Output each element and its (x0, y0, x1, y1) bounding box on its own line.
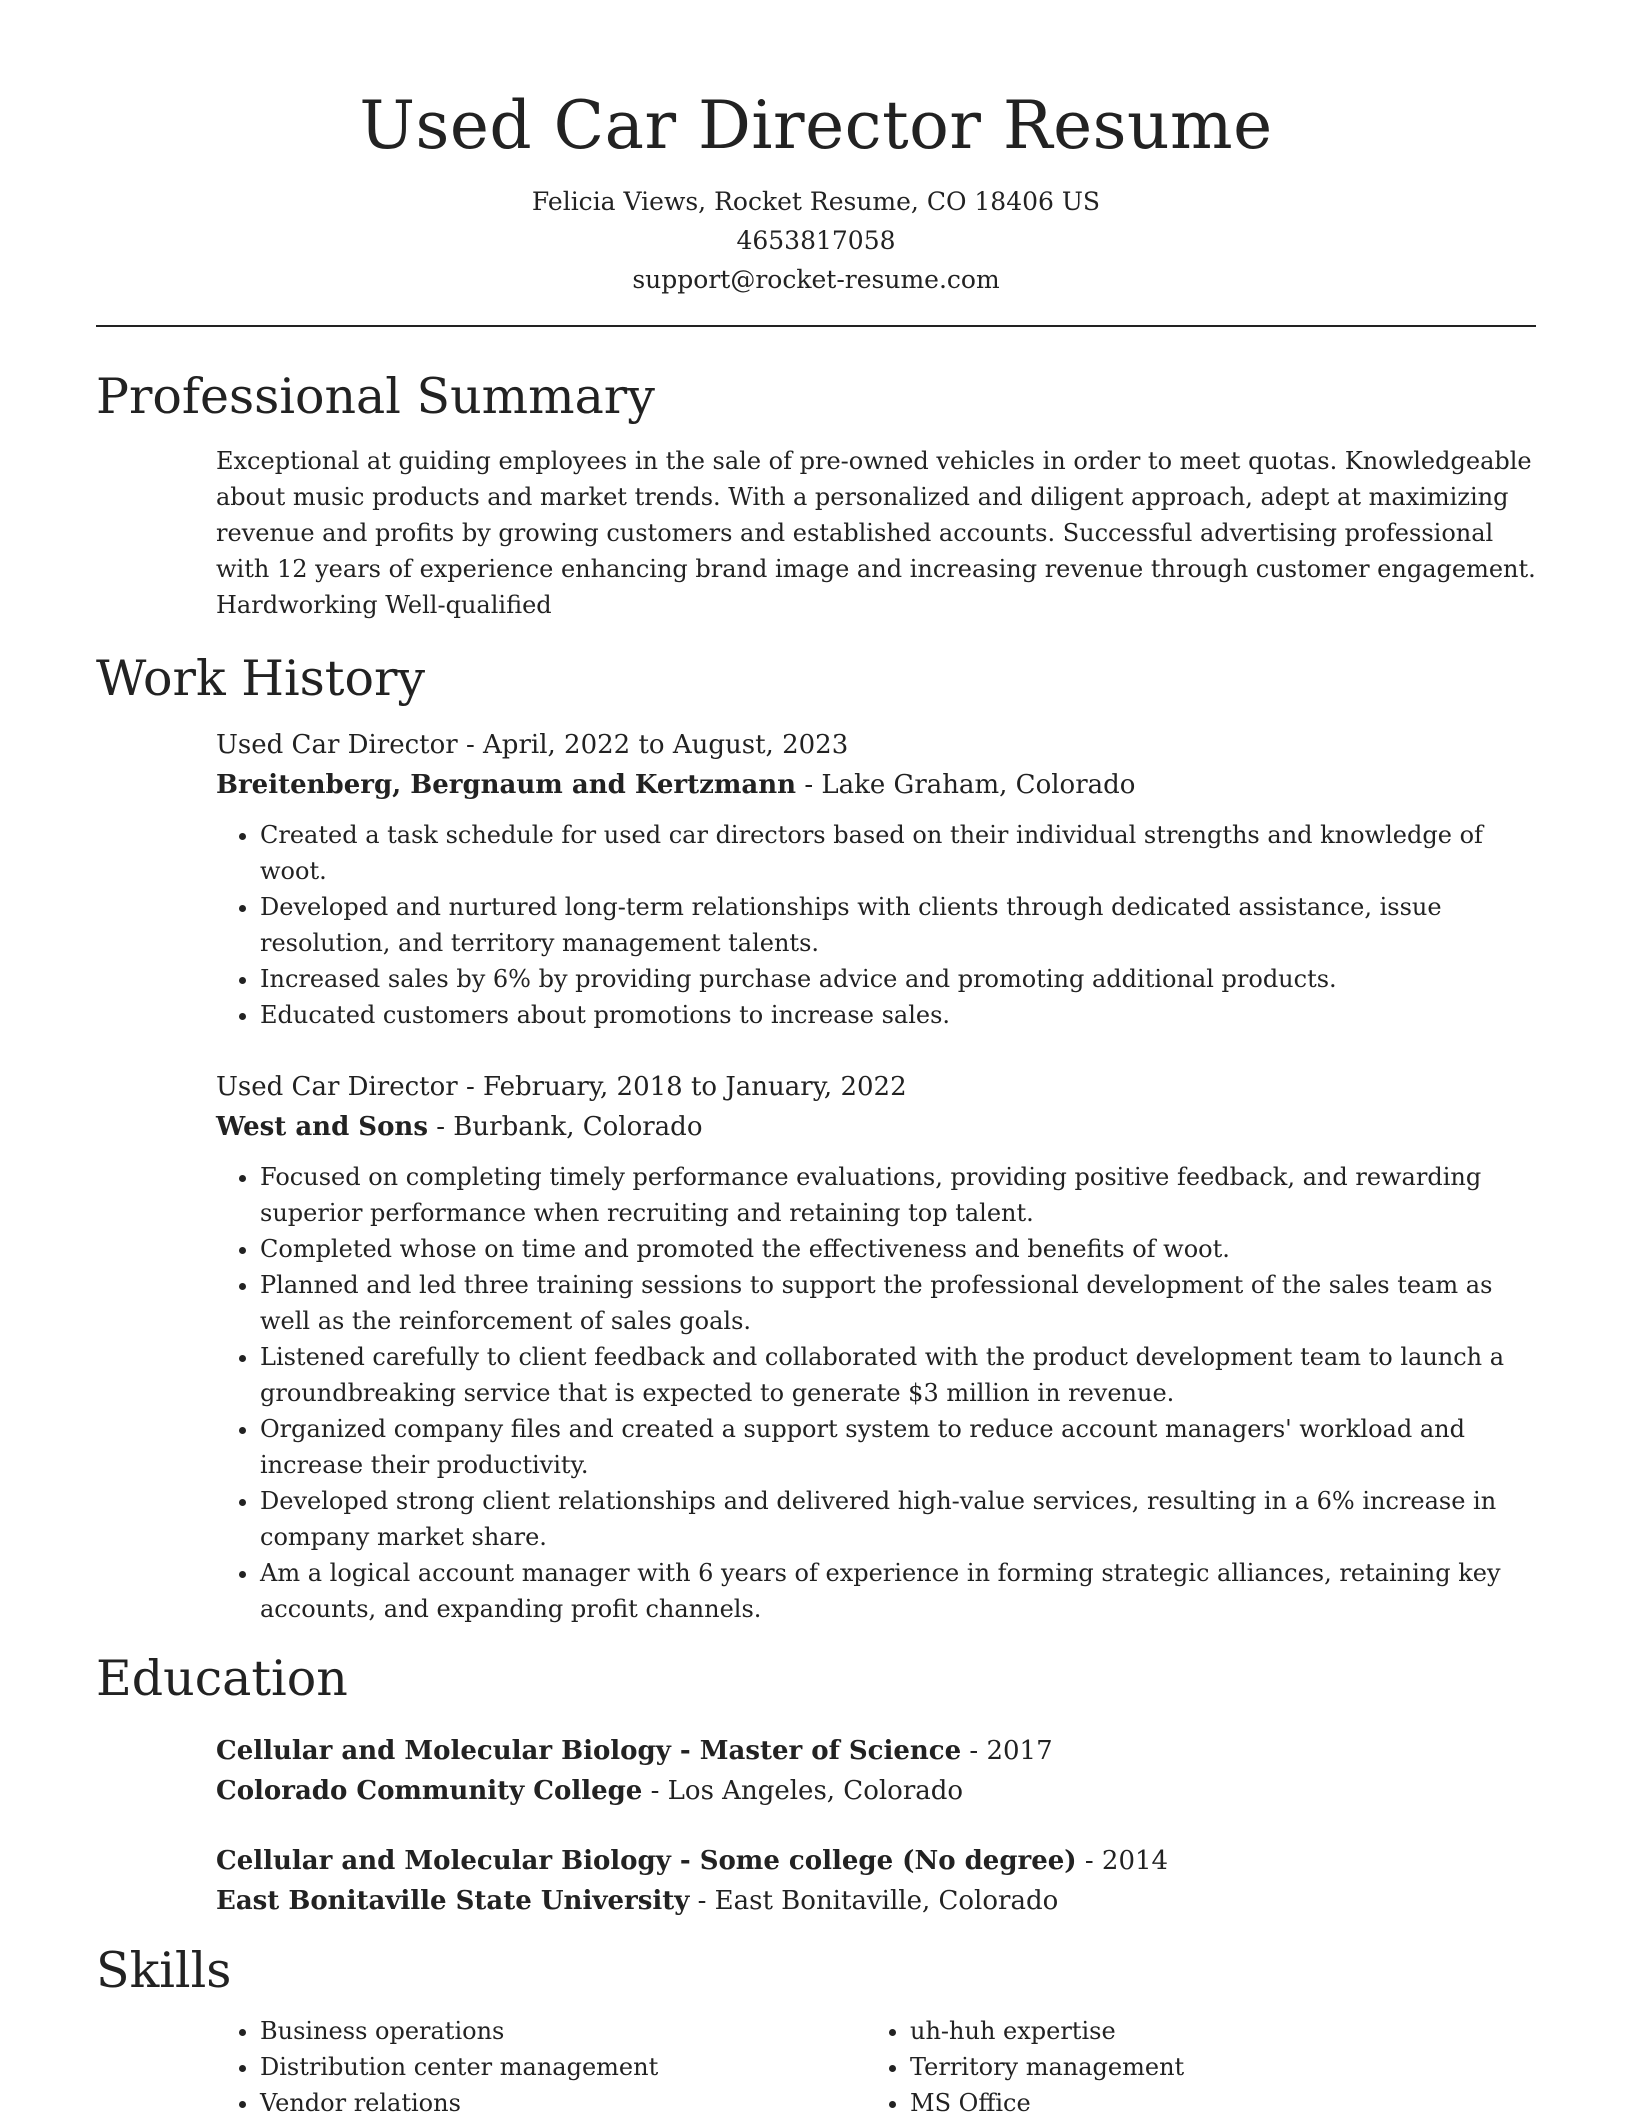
education-year: - 2014 (1076, 1846, 1169, 1876)
job-bullets (216, 1159, 1536, 1627)
resume-page (96, 0, 1536, 2121)
education-entry (216, 1841, 1536, 1921)
job-title: Used Car Director (216, 730, 458, 760)
contact-address: Felicia Views, Rocket Resume, CO 18406 US (531, 187, 1101, 216)
section-title-work-history: Work History (96, 650, 426, 707)
job-bullet: • Increased sales by 6% by providing purchase advice and promoting additional products. (260, 961, 1536, 997)
education-location: - East Bonitaville, Colorado (689, 1886, 1059, 1916)
education-degree: - Some college (No degree) (670, 1846, 1077, 1876)
education-field: Cellular and Molecular Biology (216, 1846, 671, 1876)
job-company: Breitenberg, Bergnaum and Kertzmann (216, 770, 797, 800)
section-title-summary: Professional Summary (96, 368, 655, 425)
job-entry (216, 1067, 1536, 1627)
job-dates: - April, 2022 to August, 2023 (457, 730, 849, 760)
education-school: East Bonitaville State University (216, 1886, 690, 1916)
education-school-line (216, 1771, 1536, 1811)
skill-item: • Distribution center management (260, 2049, 866, 2085)
education-degree-line (216, 1731, 1536, 1771)
job-bullet: • Am a logical account manager with 6 years of experience in forming strategic alliances, retaining key accounts, and expanding profit channels. (260, 1555, 1536, 1627)
skill-item: • uh-huh expertise (910, 2013, 1516, 2049)
job-bullet: • Listened carefully to client feedback and collaborated with the product development team to launch a groundbreaking service that is expected to generate $3 million in revenue. (260, 1339, 1536, 1411)
job-company-line (216, 765, 1536, 805)
job-title-line (216, 1067, 1536, 1107)
job-bullet: • Completed whose on time and promoted the effectiveness and benefits of woot. (260, 1231, 1536, 1267)
education-degree: - Master of Science (670, 1736, 962, 1766)
skills-column-right (866, 2013, 1516, 2121)
resume-header (96, 0, 1536, 299)
job-entry (216, 725, 1536, 1033)
job-location: - Burbank, Colorado (427, 1112, 703, 1142)
education-school-line (216, 1881, 1536, 1921)
job-location: - Lake Graham, Colorado (796, 770, 1136, 800)
summary-text: Exceptional at guiding employees in the sale of pre-owned vehicles in order to meet quotas. Knowledgeable about music products and market trends. With a personalized and diligent approach, adept at maximizing revenue and profits by growing customers and established accounts. Successful advertising professional with 12 years of experience enhancing brand image and increasing revenue through customer engagement. Hardworking Well-qualified (216, 447, 1536, 619)
job-bullet: • Developed strong client relationships and delivered high-value services, resulting in a 6% increase in company market share. (260, 1483, 1536, 1555)
job-bullet: • Created a task schedule for used car directors based on their individual strengths and knowledge of woot. (260, 817, 1536, 889)
job-company-line (216, 1107, 1536, 1147)
section-title-education: Education (96, 1650, 348, 1707)
contact-phone: 4653817058 (736, 226, 896, 255)
job-bullet: • Planned and led three training sessions to support the professional development of the sales team as well as the reinforcement of sales goals. (260, 1267, 1536, 1339)
job-dates: - February, 2018 to January, 2022 (457, 1072, 907, 1102)
skills-list (216, 2013, 1536, 2121)
section-title-skills: Skills (96, 1942, 232, 1999)
education-location: - Los Angeles, Colorado (642, 1776, 964, 1806)
education-entry (216, 1731, 1536, 1811)
job-title-line (216, 725, 1536, 765)
education-field: Cellular and Molecular Biology (216, 1736, 671, 1766)
job-bullets (216, 817, 1536, 1033)
header-divider (96, 325, 1536, 327)
job-bullet: • Developed and nurtured long-term relationships with clients through dedicated assistance, issue resolution, and territory management talents. (260, 889, 1536, 961)
job-bullet: • Focused on completing timely performance evaluations, providing positive feedback, and rewarding superior performance when recruiting and retaining top talent. (260, 1159, 1536, 1231)
contact-block (96, 182, 1536, 299)
job-title: Used Car Director (216, 1072, 458, 1102)
job-bullet: • Educated customers about promotions to increase sales. (260, 997, 1536, 1033)
education-school: Colorado Community College (216, 1776, 643, 1806)
document-title: Used Car Director Resume (359, 87, 1273, 164)
skill-item: • Vendor relations (260, 2085, 866, 2121)
skill-item: • Territory management (910, 2049, 1516, 2085)
job-bullet: • Organized company files and created a support system to reduce account managers' workload and increase their productivity. (260, 1411, 1536, 1483)
job-company: West and Sons (216, 1112, 428, 1142)
contact-email: support@rocket-resume.com (632, 265, 1000, 294)
education-year: - 2017 (961, 1736, 1053, 1766)
skill-item: • Business operations (260, 2013, 866, 2049)
education-degree-line (216, 1841, 1536, 1881)
skills-column-left (216, 2013, 866, 2121)
skill-item: • MS Office (910, 2085, 1516, 2121)
